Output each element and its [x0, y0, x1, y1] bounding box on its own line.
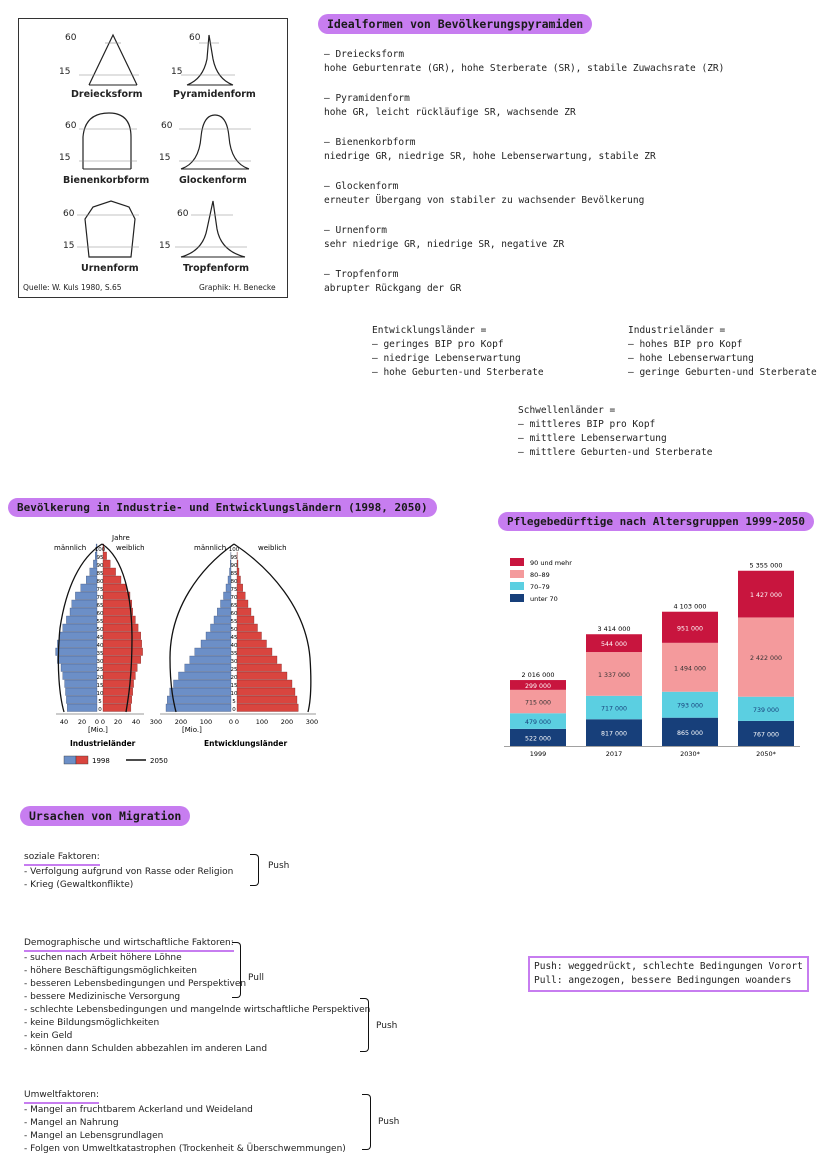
legend-1998-female-swatch — [76, 756, 88, 764]
bar-total-label: 4 103 000 — [673, 602, 707, 611]
block-line: — mittlere Geburten-und Sterberate — [518, 447, 713, 458]
age-tick-label: 45 — [230, 635, 238, 641]
bar-industrie-male — [86, 576, 97, 584]
label-bienenkorbform: Bienenkorbform — [63, 175, 150, 186]
x-tick-label: 0 — [94, 718, 100, 726]
bar-entwicklung-female — [237, 688, 295, 696]
idealformen-item — [324, 136, 724, 164]
age-tick-label: 15 — [230, 683, 238, 689]
bar-industrie-female — [103, 648, 143, 656]
bar-industrie-female — [103, 568, 116, 576]
bar-entwicklung-male — [190, 656, 231, 664]
label-jahre: Jahre — [112, 534, 130, 542]
bar-industrie-male — [61, 664, 97, 672]
x-tick-label: 0 — [228, 718, 234, 726]
age-tick-label: 95 — [230, 555, 238, 561]
schwellenlaender-block — [518, 404, 712, 460]
age-tick-label: 70 — [96, 595, 104, 601]
bar-entwicklung-female — [237, 704, 298, 712]
tick-15: 15 — [63, 241, 75, 251]
label-weiblich: weiblich — [116, 544, 145, 552]
age-tick-label: 30 — [96, 659, 104, 665]
bar-industrie-male — [56, 648, 97, 656]
tick-60: 60 — [65, 121, 77, 131]
bar-entwicklung-female — [237, 624, 258, 632]
bar-entwicklung-female — [237, 616, 254, 624]
x-category-label: 2017 — [605, 750, 623, 758]
label-weiblich: weiblich — [258, 544, 287, 552]
demo-head: Demographische und wirtschaftliche Faktoren: — [24, 937, 234, 952]
x-tick-label: 100 — [199, 718, 213, 726]
block-line: — geringe Geburten-und Sterberate — [628, 367, 817, 378]
bar-entwicklung-female — [237, 648, 272, 656]
idealformen-figure — [18, 18, 288, 298]
sozial-push-tag: Push — [268, 861, 290, 871]
urnenform-shape — [77, 201, 139, 257]
bar-industrie-male — [66, 696, 97, 704]
bar-industrie-male — [57, 656, 97, 664]
umwelt-line: - Mangel an Lebensgrundlagen — [24, 1131, 164, 1141]
umwelt-head: Umweltfaktoren: — [24, 1089, 99, 1104]
umwelt-line: - Mangel an Nahrung — [24, 1118, 119, 1128]
bar-industrie-female — [103, 640, 142, 648]
bar-entwicklung-male — [206, 632, 231, 640]
idealformen-item — [324, 180, 724, 208]
block-line: — hohe Geburten-und Sterberate — [372, 367, 544, 378]
push-definition: Push: weggedrückt, schlechte Bedingungen Vorort — [534, 961, 803, 972]
bar-industrie-female — [103, 576, 121, 584]
unit-label: [Mio.] — [182, 726, 202, 734]
legend-swatch — [510, 582, 524, 590]
segment-value-label: 715 000 — [524, 699, 552, 707]
bar-industrie-female — [103, 616, 135, 624]
bar-entwicklung-male — [167, 696, 231, 704]
bar-entwicklung-female — [237, 576, 241, 584]
item-head: — Bienenkorbform — [324, 137, 416, 148]
bar-entwicklung-female — [237, 656, 277, 664]
tick-60: 60 — [63, 209, 75, 219]
legend-swatch — [510, 558, 524, 566]
item-head: — Urnenform — [324, 225, 387, 236]
bar-industrie-female — [103, 600, 132, 608]
bar-total-label: 2 016 000 — [521, 671, 555, 680]
legend-label: 80–89 — [530, 571, 550, 579]
bar-industrie-male — [57, 640, 97, 648]
x-tick-label: 100 — [255, 718, 269, 726]
dreiecksform-shape — [79, 35, 139, 85]
tick-60: 60 — [65, 33, 77, 43]
bar-industrie-female — [103, 592, 130, 600]
pflege-chart — [504, 548, 804, 764]
segment-value-label: 1 337 000 — [597, 671, 631, 679]
segment-value-label: 739 000 — [752, 706, 780, 714]
x-tick-label: 20 — [113, 718, 123, 726]
demo-line: - bessere Medizinische Versorgung — [24, 992, 181, 1002]
segment-value-label: 522 000 — [524, 735, 552, 743]
bar-entwicklung-female — [237, 600, 248, 608]
bar-entwicklung-male — [221, 600, 232, 608]
demo-push-tag: Push — [376, 1021, 398, 1031]
age-tick-label: 5 — [232, 699, 236, 705]
glockenform-shape — [179, 115, 251, 169]
pull-definition: Pull: angezogen, bessere Bedingungen woanders — [534, 975, 792, 986]
demo-line: - kein Geld — [24, 1031, 73, 1041]
bar-entwicklung-male — [214, 616, 231, 624]
item-text: hohe Geburtenrate (GR), hohe Sterberate (SR), stabile Zuwachsrate (ZR) — [324, 63, 725, 74]
item-head: — Pyramidenform — [324, 93, 410, 104]
bar-entwicklung-female — [237, 680, 292, 688]
age-tick-label: 15 — [96, 683, 104, 689]
legend-label: 90 und mehr — [530, 559, 572, 567]
age-tick-label: 55 — [96, 619, 104, 625]
segment-value-label: 951 000 — [676, 625, 704, 633]
age-tick-label: 65 — [96, 603, 104, 609]
bar-entwicklung-female — [237, 584, 243, 592]
bar-industrie-male — [81, 584, 97, 592]
block-line: — mittlere Lebenserwartung — [518, 433, 667, 444]
sozial-bracket — [250, 854, 259, 886]
age-tick-label: 80 — [230, 579, 238, 585]
x-tick-label: 40 — [131, 718, 141, 726]
age-tick-label: 30 — [230, 659, 238, 665]
age-tick-label: 0 — [232, 707, 236, 713]
item-text: erneuter Übergang von stabiler zu wachsender Bevölkerung — [324, 195, 645, 206]
block-title: Industrieländer = — [628, 325, 726, 336]
idealformen-item — [324, 48, 724, 76]
age-tick-label: 75 — [230, 587, 238, 593]
demo-line: - suchen nach Arbeit höhere Löhne — [24, 953, 182, 963]
tick-15: 15 — [171, 67, 183, 77]
bar-industrie-female — [103, 608, 133, 616]
push-pull-definition-box — [528, 956, 809, 992]
age-tick-label: 100 — [94, 547, 106, 553]
age-tick-label: 85 — [230, 571, 238, 577]
pull-bracket — [232, 942, 241, 998]
legend-label: 70–79 — [530, 583, 550, 591]
age-tick-label: 10 — [230, 691, 238, 697]
sozial-line: - Verfolgung aufgrund von Rasse oder Religion — [24, 867, 234, 877]
x-tick-label: 300 — [305, 718, 319, 726]
bar-industrie-male — [72, 600, 97, 608]
block-line: — niedrige Lebenserwartung — [372, 353, 521, 364]
label-glockenform: Glockenform — [179, 175, 247, 186]
age-tick-label: 40 — [96, 643, 104, 649]
x-category-label: 2030* — [680, 750, 700, 758]
demo-line: - besseren Lebensbedingungen und Perspektiven — [24, 979, 247, 989]
age-tick-label: 100 — [228, 547, 240, 553]
item-text: sehr niedrige GR, niedrige SR, negative ZR — [324, 239, 565, 250]
age-tick-label: 0 — [98, 707, 102, 713]
bar-entwicklung-male — [195, 648, 231, 656]
bar-entwicklung-female — [237, 608, 251, 616]
demo-line: - können dann Schulden abbezahlen im anderen Land — [24, 1044, 268, 1054]
demo-line: - schlechte Lebensbedingungen und mangelnde wirtschaftliche Perspektiven — [24, 1005, 371, 1015]
tick-15: 15 — [159, 241, 171, 251]
x-tick-label: 40 — [59, 718, 69, 726]
x-tick-label: 20 — [77, 718, 87, 726]
label-maennlich: männlich — [54, 544, 87, 552]
bar-industrie-female — [103, 664, 137, 672]
tick-60: 60 — [177, 209, 189, 219]
demo-line: - höhere Beschäftigungsmöglichkeiten — [24, 966, 197, 976]
segment-value-label: 544 000 — [600, 641, 628, 649]
demo-block — [24, 930, 370, 1056]
bar-industrie-female — [103, 632, 141, 640]
idealformen-item — [324, 224, 724, 252]
label-maennlich: männlich — [194, 544, 227, 552]
idealformen-list — [324, 48, 724, 312]
tick-15: 15 — [159, 153, 171, 163]
entwicklungslaender-block — [372, 324, 544, 380]
legend-swatch — [510, 594, 524, 602]
bar-industrie-female — [103, 552, 107, 560]
block-line: — mittleres BIP pro Kopf — [518, 419, 656, 430]
age-tick-label: 60 — [230, 611, 238, 617]
bar-entwicklung-female — [237, 592, 245, 600]
label-urnenform: Urnenform — [81, 263, 139, 274]
age-tick-label: 20 — [96, 675, 104, 681]
block-line: — hohe Lebenserwartung — [628, 353, 754, 364]
item-head: — Dreiecksform — [324, 49, 405, 60]
umwelt-line: - Folgen von Umweltkatastrophen (Trockenheit & Überschwemmungen) — [24, 1144, 346, 1154]
bar-entwicklung-male — [170, 688, 231, 696]
bevoelkerung-heading: Bevölkerung in Industrie- und Entwicklungsländern (1998, 2050) — [8, 498, 437, 517]
legend-1998-male-swatch — [64, 756, 76, 764]
bar-industrie-male — [63, 624, 97, 632]
bar-industrie-female — [103, 624, 138, 632]
unit-label: [Mio.] — [88, 726, 108, 734]
segment-value-label: 793 000 — [676, 702, 704, 710]
segment-value-label: 479 000 — [524, 719, 552, 727]
x-tick-label: 300 — [149, 718, 163, 726]
age-tick-label: 60 — [96, 611, 104, 617]
tick-60: 60 — [161, 121, 173, 131]
segment-value-label: 2 422 000 — [749, 655, 783, 663]
age-tick-label: 95 — [96, 555, 104, 561]
age-tick-label: 40 — [230, 643, 238, 649]
bar-entwicklung-male — [179, 672, 232, 680]
age-tick-label: 5 — [98, 699, 102, 705]
bar-industrie-male — [66, 688, 98, 696]
tick-60: 60 — [189, 33, 201, 43]
age-tick-label: 10 — [96, 691, 104, 697]
block-title: Schwellenländer = — [518, 405, 616, 416]
bar-entwicklung-female — [237, 696, 297, 704]
age-tick-label: 55 — [230, 619, 238, 625]
idealformen-item — [324, 268, 724, 296]
pflege-heading: Pflegebedürftige nach Altersgruppen 1999-2050 — [498, 512, 814, 531]
block-line: — geringes BIP pro Kopf — [372, 339, 504, 350]
age-tick-label: 25 — [230, 667, 238, 673]
label-dreiecksform: Dreiecksform — [71, 89, 143, 100]
age-tick-label: 75 — [96, 587, 104, 593]
bar-industrie-male — [66, 616, 97, 624]
population-pyramids-chart — [20, 528, 340, 768]
age-tick-label: 35 — [230, 651, 238, 657]
age-tick-label: 90 — [230, 563, 238, 569]
segment-value-label: 717 000 — [600, 705, 628, 713]
bar-total-label: 5 355 000 — [749, 561, 783, 570]
bar-total-label: 3 414 000 — [597, 625, 631, 634]
bar-entwicklung-female — [237, 640, 267, 648]
bar-industrie-male — [59, 632, 97, 640]
tick-15: 15 — [59, 67, 71, 77]
tick-15: 15 — [59, 153, 71, 163]
segment-value-label: 1 427 000 — [749, 592, 783, 600]
bar-entwicklung-female — [237, 632, 262, 640]
bar-industrie-female — [103, 584, 126, 592]
bar-entwicklung-male — [217, 608, 231, 616]
x-tick-label: 200 — [174, 718, 188, 726]
umwelt-block — [24, 1082, 346, 1156]
age-tick-label: 65 — [230, 603, 238, 609]
segment-value-label: 1 494 000 — [673, 665, 707, 673]
age-tick-label: 50 — [230, 627, 238, 633]
figure-source: Quelle: W. Kuls 1980, S.65 — [23, 283, 122, 292]
age-tick-label: 20 — [230, 675, 238, 681]
figure-graphic-credit: Graphik: H. Benecke — [199, 283, 276, 292]
migration-heading: Ursachen von Migration — [20, 806, 190, 826]
label-pyramidenform: Pyramidenform — [173, 89, 256, 100]
x-category-label: 1999 — [529, 750, 547, 758]
label-tropfenform: Tropfenform — [183, 263, 250, 274]
bar-entwicklung-male — [185, 664, 231, 672]
bar-industrie-female — [103, 656, 141, 664]
bar-industrie-male — [70, 608, 97, 616]
idealformen-heading: Idealformen von Bevölkerungspyramiden — [318, 14, 592, 34]
sozial-block — [24, 844, 233, 892]
demo-line: - keine Bildungsmöglichkeiten — [24, 1018, 160, 1028]
item-head: — Tropfenform — [324, 269, 399, 280]
x-tick-label: 0 — [100, 718, 106, 726]
age-tick-label: 50 — [96, 627, 104, 633]
legend-2050-label: 2050 — [150, 757, 168, 765]
age-tick-label: 90 — [96, 563, 104, 569]
umwelt-line: - Mangel an fruchtbarem Ackerland und Weideland — [24, 1105, 253, 1115]
bar-industrie-male — [63, 672, 97, 680]
x-tick-label: 200 — [280, 718, 294, 726]
x-category-label: 2050* — [756, 750, 776, 758]
sozial-line: - Krieg (Gewaltkonflikte) — [24, 880, 134, 890]
bienenkorbform-shape — [79, 113, 137, 169]
age-tick-label: 45 — [96, 635, 104, 641]
legend-swatch — [510, 570, 524, 578]
age-tick-label: 35 — [96, 651, 104, 657]
segment-value-label: 299 000 — [524, 682, 552, 690]
legend-label: unter 70 — [530, 595, 558, 603]
bar-industrie-male — [65, 680, 97, 688]
sozial-head: soziale Faktoren: — [24, 851, 100, 866]
block-title: Entwicklungsländer = — [372, 325, 487, 336]
legend-1998-label: 1998 — [92, 757, 110, 765]
item-text: hohe GR, leicht rückläufige SR, wachsende ZR — [324, 107, 576, 118]
age-tick-label: 70 — [230, 595, 238, 601]
age-tick-label: 80 — [96, 579, 104, 585]
segment-value-label: 767 000 — [752, 731, 780, 739]
bar-industrie-male — [75, 592, 97, 600]
push-bracket — [360, 998, 369, 1052]
bar-entwicklung-female — [237, 672, 287, 680]
bar-entwicklung-male — [211, 624, 232, 632]
segment-value-label: 817 000 — [600, 730, 628, 738]
x-tick-label: 0 — [234, 718, 240, 726]
item-head: — Glockenform — [324, 181, 399, 192]
bar-industrie-male — [67, 704, 97, 712]
label-entwicklungslaender: Entwicklungsländer — [204, 739, 288, 748]
bar-entwicklung-female — [237, 664, 282, 672]
block-line: — hohes BIP pro Kopf — [628, 339, 743, 350]
umwelt-bracket — [362, 1094, 371, 1150]
age-tick-label: 85 — [96, 571, 104, 577]
umwelt-push-tag: Push — [378, 1117, 400, 1127]
item-text: abrupter Rückgang der GR — [324, 283, 462, 294]
idealformen-item — [324, 92, 724, 120]
age-tick-label: 25 — [96, 667, 104, 673]
segment-value-label: 865 000 — [676, 729, 704, 737]
industrielaender-block — [628, 324, 817, 380]
label-industrielaender: Industrieländer — [70, 739, 136, 748]
bar-entwicklung-male — [174, 680, 232, 688]
demo-pull-tag: Pull — [248, 973, 264, 983]
bar-industrie-female — [103, 560, 110, 568]
bar-entwicklung-male — [201, 640, 231, 648]
item-text: niedrige GR, niedrige SR, hohe Lebenserwartung, stabile ZR — [324, 151, 656, 162]
